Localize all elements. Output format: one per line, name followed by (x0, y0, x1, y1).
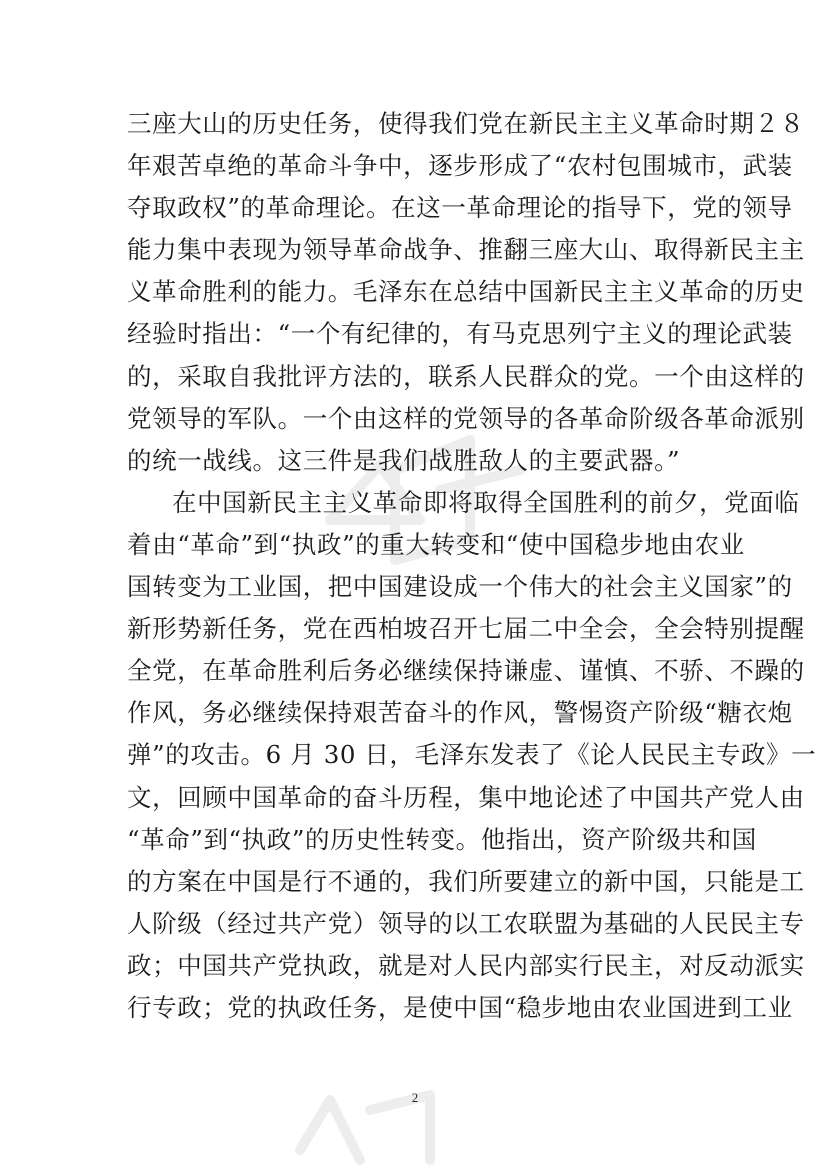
text-line: 行专政；党的执政任务，是使中国“稳步地由农业国进到工业 (127, 992, 793, 1022)
text-line: 弹”的攻击。6 月 30 日，毛泽东发表了《论人民民主专政》一 (127, 740, 817, 770)
text-line: 国转变为工业国，把中国建设成一个伟大的社会主义国家”的 (127, 572, 793, 602)
text-line: 的统一战线。这三件是我们战胜敌人的主要武器。” (127, 445, 681, 475)
text-line: 全党，在革命胜利后务必继续保持谦虚、谨慎、不骄、不躁的 (127, 656, 805, 686)
text-line: 经验时指出：“一个有纪律的，有马克思列宁主义的理论武装 (127, 319, 793, 349)
text-line: 党领导的军队。一个由这样的党领导的各革命阶级各革命派别 (127, 403, 805, 433)
text-line: 能力集中表现为领导革命战争、推翻三座大山、取得新民主主 (127, 235, 805, 265)
text-line: 着由“革命”到“执政”的重大转变和“使中国稳步地由农业 (127, 529, 745, 559)
text-line: 夺取政权”的革命理论。在这一革命理论的指导下，党的领导 (127, 193, 793, 223)
text-line: 年艰苦卓绝的革命斗争中，逐步形成了“农村包围城市，武装 (127, 151, 793, 181)
text-line: 新形势新任务，党在西柏坡召开七届二中全会，全会特别提醒 (127, 614, 805, 644)
text-line: 作风，务必继续保持艰苦奋斗的作风，警惕资产阶级“糖衣炮 (127, 698, 793, 728)
text-line: 的方案在中国是行不通的，我们所要建立的新中国，只能是工 (127, 866, 805, 896)
text-line: 人阶级（经过共产党）领导的以工农联盟为基础的人民民主专 (127, 908, 805, 938)
text-line: 义革命胜利的能力。毛泽东在总结中国新民主主义革命的历史 (127, 277, 805, 307)
body-text (127, 103, 817, 1029)
text-line: 政；中国共产党执政，就是对人民内部实行民主，对反动派实 (127, 950, 805, 980)
text-line: 文，回顾中国革命的奋斗历程，集中地论述了中国共产党人由 (127, 782, 805, 812)
text-line: 三座大山的历史任务，使得我们党在新民主主义革命时期２８ (127, 109, 805, 138)
text-line: “革命”到“执政”的历史性转变。他指出，资产阶级共和国 (127, 824, 757, 854)
paragraph-start-line: 在中国新民主主义革命即将取得全国胜利的前夕，党面临 (172, 487, 800, 517)
page-number: 2 (411, 1090, 419, 1105)
text-line: 的，采取自我批评方法的，联系人民群众的党。一个由这样的 (127, 361, 805, 391)
